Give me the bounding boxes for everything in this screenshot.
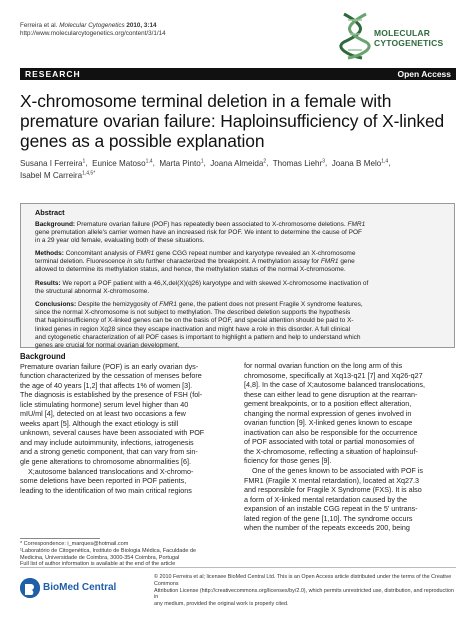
article-type-banner [20, 68, 456, 80]
paragraph-line: licle stimulating hormone) serum level higher than 40 [20, 399, 189, 409]
paragraph-line: unknown, several causes have been associated with POF [20, 428, 205, 438]
paragraph-line: changing the normal expression of genes involved in [244, 408, 412, 418]
paragraph-line: lated region of the gene [1,10]. The syndrome occurs [244, 513, 413, 523]
author[interactable]: Marta Pinto$^1$ [159, 158, 204, 168]
paragraph-line: some deletions have been reported in POF patients, [20, 476, 187, 486]
paragraph-line: ficiency for those genes [9]. [244, 456, 332, 466]
paragraph-line: and responsible for Fragile X Syndrome (FXS). It is also [244, 485, 422, 495]
paragraph-line: and a strong genetic component, that can vary from sin- [20, 447, 198, 457]
logo-text: MOLECULAR CYTOGENETICS [374, 28, 444, 48]
paragraph-line: chromosome, specifically at Xq13-q21 [7] and Xq26-q27 [244, 370, 423, 380]
paragraph-line: gle gene alterations to chromosome abnormalities [6]. [20, 457, 191, 467]
paragraph-line: inactivation can also be responsible for the occurrence [244, 427, 418, 437]
publisher-logo[interactable] [20, 578, 120, 598]
paragraph-line: weeks apart [5]. Although the exact etiology is still [20, 418, 179, 428]
paragraph-line: function characterized by the cessation of menses before [20, 371, 202, 381]
author[interactable]: Susana I Ferreira$^1$ [20, 158, 86, 168]
body-column-right [244, 361, 456, 533]
author-list: Susana I Ferreira$^1$, Eunice Matoso$^{1,4}$, Marta Pinto$^1$, Joana Almeida$^2$, Thomas Liehr$^3$, Joana B Melo$^{1,4}$, Isabel M Carreira$^{1,4,5*}$ [20, 158, 391, 181]
footer-divider [20, 567, 456, 568]
citation-line-1: Ferreira et al. Molecular Cytogenetics 2010, 3:14 [20, 22, 157, 29]
citation-url-link[interactable]: http://www.molecularcytogenetics.org/content/3/1/14 [20, 30, 166, 37]
correspondence-email[interactable]: * Correspondence: i_marques@hotmail.com [20, 541, 129, 547]
paragraph-line: a form of X-linked mental retardation caused by the [244, 494, 408, 504]
abstract-box [20, 203, 455, 348]
publisher-name: BioMed Central [43, 582, 117, 593]
paragraph-line: the age of 40 years [1,2] that affects 1% of women [3]. [20, 380, 193, 390]
footnote-divider [20, 538, 100, 539]
paragraph-line: for normal ovarian function on the long arm of this [244, 361, 403, 370]
paragraph-line: X;autosome balanced translocations and X-chromo- [28, 466, 194, 476]
paragraph-line: FMR1 (Fragile X mental retardation), located at Xq27.3 [244, 475, 419, 485]
journal-logo[interactable] [338, 12, 458, 60]
author[interactable]: Joana Almeida$^2$ [210, 158, 267, 168]
citation-header [20, 22, 166, 38]
biomed-central-icon [20, 578, 40, 598]
abstract-results: Results: We report a POF patient with a 46,X,del(X)(q26) karyotype and with skewed X-chromosome inactivation of the structural abnormal X-chromosome. [35, 280, 369, 296]
paragraph-line: ovarian function [9]. X-linked genes known to escape [244, 418, 413, 428]
section-heading: Background [20, 352, 66, 361]
paragraph-line: mIU/ml [4], detected on at least two occasions a few [20, 409, 186, 419]
dna-helix-icon [338, 12, 372, 60]
abstract-methods: Methods: Concomitant analysis of FMR1 gene CGG repeat number and karyotype revealed an X-chromosome terminal deletion. Fluorescence in situ further characterized the breakpoint. A methylation assay for FMR1 gene allowed to determine its methylation status, and hence, the methylation status of the normal X-chromosome. [35, 250, 356, 274]
paragraph-line: The diagnosis is established by the presence of FSH (fol- [20, 390, 203, 400]
paragraph-line: gement breakpoints, or to a position effect alteration, [244, 399, 412, 409]
paragraph-line: expansion of an instable CGG repeat in the 5' untrans- [244, 504, 418, 514]
paragraph-line: these can either lead to gene disruption at the rearran- [244, 389, 418, 399]
article-type-label: RESEARCH [25, 69, 81, 79]
abstract-conclusions: Conclusions: Despite the hemizygosity of FMR1 gene, the patient does not present Fragile X syndrome features, since the normal X-chromosome is not subject to methylation. The described deletion supports the hypothesis that haploinsufficiency of X-linked genes can be on the basis of POF, and special attention should be paid to X- linked genes in region Xq28 since they escape inactivation and might have a role in this disorder. A full clinical and cytogenetic characterization of all POF cases is important to highlight a pattern and help to understand which genes are crucial for normal ovarian development. [35, 301, 363, 350]
article-title: X-chromosome terminal deletion in a female with premature ovarian failure: Haploinsufficiency of X-linked genes as a possible explanation [20, 91, 445, 151]
paragraph-line: of POF associated with total or partial monosomies of [244, 437, 415, 447]
abstract-heading: Abstract [35, 208, 65, 217]
open-access-label: Open Access [397, 69, 451, 79]
author[interactable]: Joana B Melo$^{1,4}$ [331, 158, 389, 168]
footnote: * Correspondence: i_marques@hotmail.com ¹Laboratório de Citogenética, Instituto de Biologia Médica, Faculdade de Medicina, Universidade de Coimbra, 3000-354 Coimbra, Portugal Full list of author information is available at the end of the article [20, 541, 232, 568]
license-text: © 2010 Ferreira et al; licensee BioMed Central Ltd. This is an Open Access article distributed under the terms of the Creative Commons Attribution License (http://creativecommons.org/licenses/by/2.0), which permits unrestricted use, distribution, and reproduction in any medium, provided the original work is properly cited. [154, 574, 454, 608]
paragraph-line: leading to the identification of two main critical regions [20, 485, 192, 495]
abstract-background: Background: Premature ovarian failure (POF) has repeatedly been associated to X-chromosome deletions. FMR1 gene premutation allele's carrier women have an increased risk for POF. We intent to determine the cause of POF in a 29 year old female, evaluating both of these situations. [35, 221, 366, 245]
paragraph-line: the X-chromosome, reflecting a situation of haploinsuf- [244, 446, 418, 456]
paragraph-line: One of the genes known to be associated with POF is [252, 466, 423, 476]
paragraph-line: and may include autoimmunity, infections, iatrogenesis [20, 437, 194, 447]
author[interactable]: Thomas Liehr$^3$ [272, 158, 325, 168]
paragraph-line: Premature ovarian failure (POF) is an early ovarian dys- [20, 361, 199, 371]
paragraph-line: when the number of the repeats exceeds 200, being [244, 523, 410, 533]
body-column-left [20, 352, 232, 495]
author[interactable]: Eunice Matoso$^{1,4}$ [92, 158, 153, 168]
paragraph-line: [4,8]. In the case of X;autosome balanced translocations, [244, 380, 425, 390]
author[interactable]: Isabel M Carreira$^{1,4,5*}$ [20, 170, 96, 181]
